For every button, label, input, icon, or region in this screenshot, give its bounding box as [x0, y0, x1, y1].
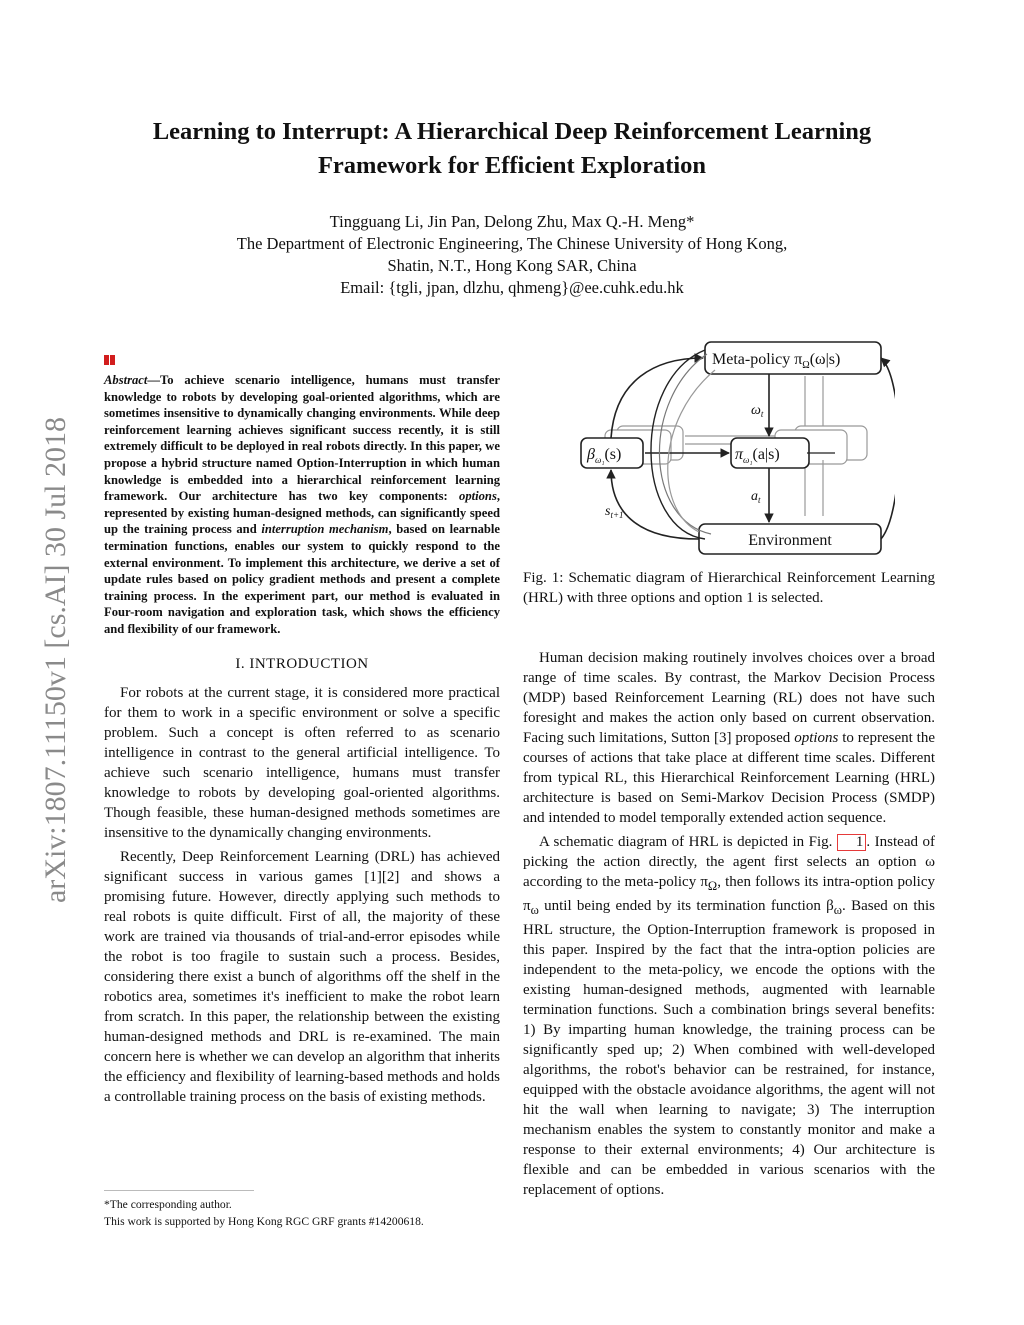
right-column — [523, 648, 935, 1204]
figure-1-reference-link[interactable]: 1 — [837, 834, 867, 851]
pdf-annotation-icon[interactable] — [104, 355, 116, 365]
right-p2-sub-omega-1: ω — [530, 903, 539, 917]
author-email: Email: {tgli, jpan, dlzhu, qhmeng}@ee.cuhk.edu.hk — [340, 278, 684, 297]
section-heading-introduction: I. INTRODUCTION — [235, 655, 369, 672]
arxiv-stamp: arXiv:1807.11150v1 [cs.AI] 30 Jul 2018 — [39, 416, 72, 904]
abstract-em-interruption: interruption mechanism — [261, 522, 389, 537]
author-names: Tingguang Li, Jin Pan, Delong Zhu, Max Q.-H. Meng* — [329, 212, 695, 231]
author-block — [90, 211, 934, 299]
footnote-funding: This work is supported by Hong Kong RGC GRF grants #14200618. — [104, 1215, 424, 1228]
s-t1-label: $s_{t+1}$ — [605, 504, 624, 520]
right-p2-text-d: until being ended by its termination function β — [538, 898, 834, 914]
right-p1-text-b: to represent the courses of actions that take place at different time scales. Different from typical RL, this Hierarchical Reinforcement Learning (HRL) architecture is based on Semi-Markov Decision Process (SMDP) and intended to model temporally extended action sequence. — [523, 730, 935, 826]
footnotes — [104, 1196, 500, 1230]
abstract-em-options: options — [459, 489, 497, 504]
affiliation-line-1: The Department of Electronic Engineering, The Chinese University of Hong Kong, — [236, 234, 788, 253]
beta-label: $\beta_{\omega_1}(s)$ — [587, 446, 622, 465]
footnote-corresponding: *The corresponding author. — [104, 1198, 232, 1211]
intro-paragraph-2: Recently, Deep Reinforcement Learning (DRL) has achieved significant success in various games [1][2] and shows a promising future. However, directly applying such methods to real robots is quite difficult. First of all, the majority of these work are trained via thousands of trial-and-error episodes while the robot is too fragile to sustain such a process. Besides, considering there exist a bunch of algorithms off the shelf in the robotics area, sometimes it's inefficient to make the robot learn from scratch. In this paper, the relationship between the existing human-designed methods and DRL is re-examined. The main concern here is whether we can develop an algorithm that inherits the efficiency and flexibility of learning-based methods and holds a controllable training process on the basis of existing methods. — [104, 848, 500, 1105]
right-paragraph-2 — [523, 832, 935, 1200]
right-p2-text-b: . Instead of picking the action directly, the agent first selects an option ω according to the meta-policy π — [523, 834, 935, 890]
figure-caption: Fig. 1: Schematic diagram of Hierarchical Reinforcement Learning (HRL) with three options and option 1 is selected. — [523, 570, 935, 606]
state-to-beta-arrow — [611, 470, 699, 539]
affiliation-line-2: Shatin, N.T., Hong Kong SAR, China — [387, 256, 637, 275]
a-t-label: $a_t$ — [751, 489, 761, 505]
abstract — [104, 372, 500, 638]
right-p2-text-a: A schematic diagram of HRL is depicted in Fig. — [539, 834, 837, 850]
title-line-2: Framework for Efficient Exploration — [317, 152, 707, 179]
right-p1-em-options: options — [794, 730, 839, 746]
intro-paragraph-1: For robots at the current stage, it is considered more practical for them to work in a specific environment or solve a specific problem. Such a concept is often referred to as scenario intelligence in contrast to the general artificial intelligence. To achieve such scenario intelligence, humans must transfer knowledge to robots by developing goal-oriented algorithms. Though feasible, these human-designed methods sometimes are insensitive to the dynamically changing environments. — [104, 684, 500, 841]
right-p2-text-e: . Based on this HRL structure, the Option-Interruption framework is proposed in this paper. Inspired by the fact that the intra-option policies are independent to the meta-policy, we encode the options with the existing human-designed methods, augmented with learnable termination functions. Such a combination brings several benefits: 1) By imparting human knowledge, the training process can be significantly sped up; 2) When combined with well-developed algorithms, the robot's behavior can be restrained, for instance, equipped with the obstacle avoidance algorithms, the agent will not hit the wall when learning to navigate; 3) The interruption mechanism enables the system to constantly monitor and make a response to their external environments; 4) Our architecture is flexible and can be embedded in various scenarios with the replacement of options. — [523, 898, 935, 1198]
abstract-lead: Abstract — [104, 373, 148, 387]
title-line-1: Learning to Interrupt: A Hierarchical Deep Reinforcement Learning — [152, 118, 872, 145]
right-p2-text-c: , then follows its intra-option policy π — [523, 874, 935, 914]
abstract-text-3: , based on learnable termination functions, enables our system to quickly respond to the external environment. To implement this architecture, we derive a set of update rules based on policy gradient methods and present a complete training process. In the experiment part, our method is evaluated in Four-room navigation and exploration task, which shows the efficiency and flexibility of our framework. — [104, 522, 501, 636]
right-p2-sub-omega-2: ω — [833, 903, 843, 917]
footnote-separator — [104, 1190, 254, 1191]
environment-label: Environment — [748, 532, 832, 549]
right-p1-text-a: Human decision making routinely involves choices over a broad range of time scales. By contrast, the Markov Decision Process (MDP) based Reinforcement Learning (RL) does not have such foresight and makes the action only based on current observation. Facing such limitations, Sutton [3] proposed — [523, 650, 935, 746]
pi-label: $\pi_{\omega_1}(a|s)$ — [735, 446, 780, 465]
env-to-meta-right-arrow — [881, 358, 895, 539]
hrl-diagram — [575, 340, 895, 560]
omega-t-label: $\omega_t$ — [751, 403, 764, 419]
meta-policy-label: Meta-policy $\pi_\Omega(\omega|s)$ — [712, 351, 841, 371]
paper-title — [90, 115, 934, 183]
left-column — [104, 352, 500, 1111]
right-paragraph-1 — [523, 648, 935, 828]
abstract-text-2: , represented by existing human-designed methods, can significantly speed up the training process and — [104, 489, 500, 537]
right-p2-sub-omega-cap: Ω — [707, 879, 718, 893]
abstract-text-1: —To achieve scenario intelligence, humans must transfer knowledge to robots by developing goal-oriented algorithms, which are sometimes insensitive to dynamically changing environments. While deep reinforcement learning achieves significant success recently, it is still extremely difficult to be deployed in real robots directly. In this paper, we propose a hybrid structure named Option-Interruption in which human knowledge is embedded into a hierarchical reinforcement learning framework. Our architecture has two key components: — [104, 373, 500, 504]
